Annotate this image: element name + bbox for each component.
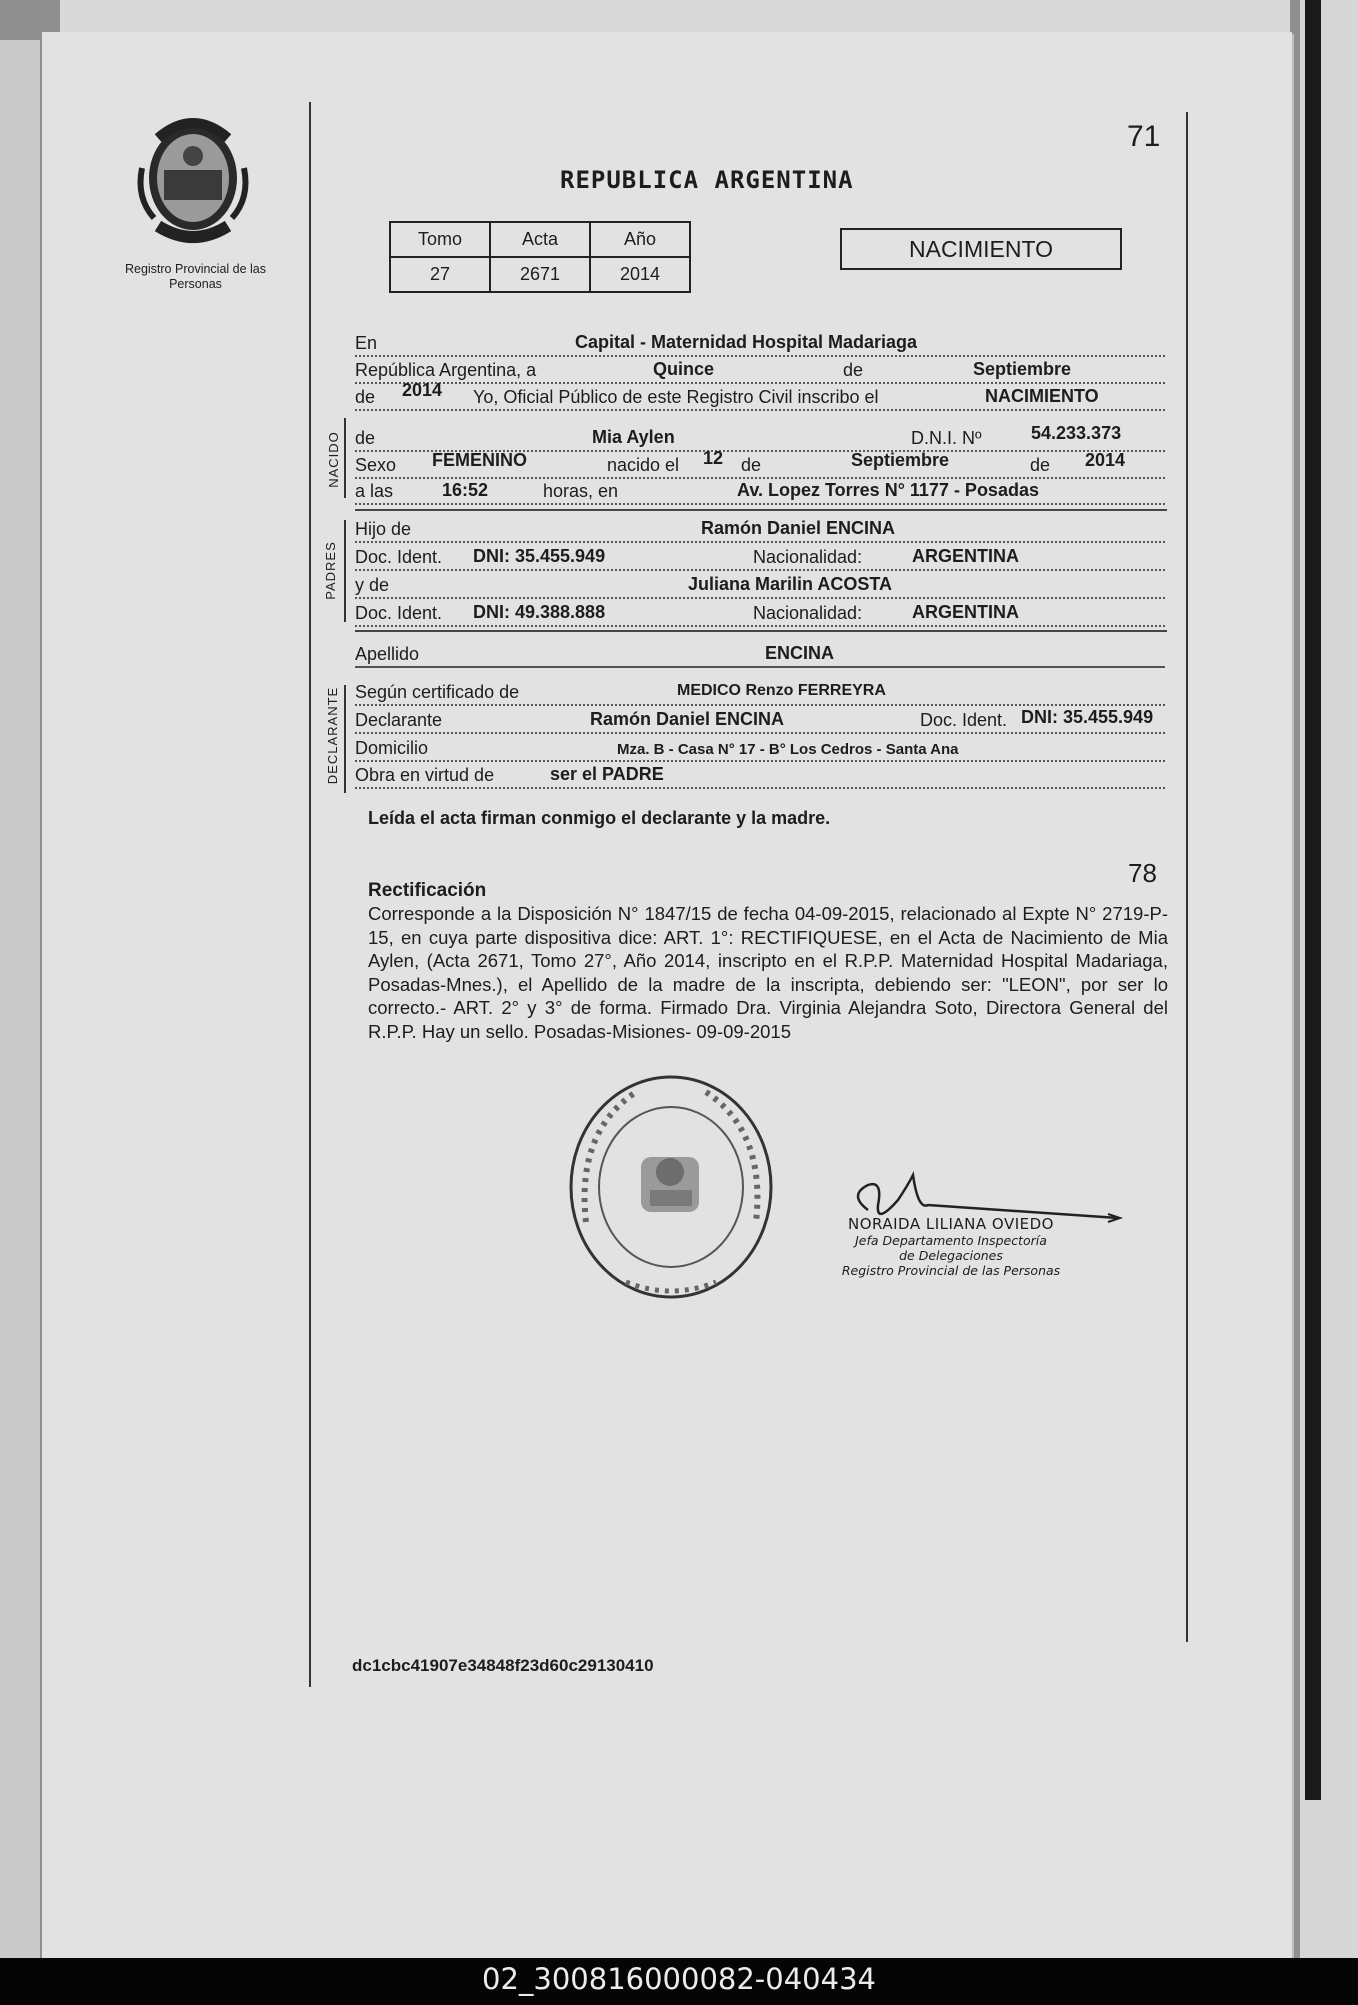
row-sexo [355, 448, 1165, 479]
value-declarante: Ramón Daniel ENCINA [590, 709, 785, 729]
value-day: Quince [653, 359, 715, 379]
label-de: de [843, 360, 864, 380]
label-hijo: Hijo de [355, 519, 412, 539]
record-type-box: NACIMIENTO [840, 228, 1122, 270]
value-birth-month: Septiembre [851, 450, 950, 470]
row-time-place [355, 479, 1165, 505]
label-certificado: Según certificado de [355, 682, 520, 702]
rectification-number: 78 [1128, 858, 1157, 888]
document-hash: dc1cbc41907e34848f23d60c29130410 [352, 1656, 654, 1675]
value-apellido: ENCINA [765, 643, 835, 663]
section-divider-1 [355, 509, 1167, 511]
value-inscribo: NACIMIENTO [985, 386, 1099, 406]
row-obra [355, 763, 1165, 789]
table-value-ano: 2014 [590, 257, 690, 292]
declarante-bracket [344, 685, 346, 793]
page-number: 71 [1127, 120, 1161, 153]
value-father-nat: ARGENTINA [912, 546, 1019, 566]
label-en: En [355, 333, 378, 353]
section-declarante: DECLARANTE [325, 686, 341, 785]
label-sexo: Sexo [355, 455, 397, 475]
value-declarante-doc: DNI: 35.455.949 [1021, 707, 1154, 727]
row-republica [355, 358, 1165, 384]
label-declarante-doc: Doc. Ident. [920, 710, 1008, 730]
row-domicilio [355, 736, 1165, 762]
row-father [355, 517, 1165, 543]
row-declarante [355, 708, 1165, 734]
row-mother [355, 573, 1165, 599]
row-en [355, 331, 1165, 357]
left-margin-line [309, 102, 311, 1687]
value-dni: 54.233.373 [1031, 423, 1122, 443]
registry-table [389, 221, 691, 293]
label-alas: a las [355, 481, 394, 501]
padres-bracket [344, 520, 346, 622]
label-republica: República Argentina, a [355, 360, 537, 380]
value-month: Septiembre [973, 359, 1072, 379]
binder-spine [1305, 0, 1321, 1800]
table-header-tomo: Tomo [390, 222, 490, 257]
label-obra: Obra en virtud de [355, 765, 495, 785]
value-mother: Juliana Marilin ACOSTA [688, 574, 893, 594]
row-apellido [355, 642, 1165, 668]
label-yde: y de [355, 575, 390, 595]
label-de4: de [1030, 455, 1051, 475]
value-name: Mia Aylen [592, 427, 675, 447]
value-mother-nat: ARGENTINA [912, 602, 1019, 622]
row-year [355, 380, 1165, 411]
official-seal-stamp [566, 1072, 776, 1307]
footer-file-id: 02_300816000082-040434 [482, 1962, 876, 1996]
signer-name: NORAIDA LILIANA OVIEDO [848, 1215, 1054, 1233]
value-mother-doc: DNI: 49.388.888 [473, 602, 606, 622]
nacido-bracket [344, 418, 346, 498]
left-page-edge [0, 40, 40, 1960]
label-mother-nat: Nacionalidad: [753, 603, 863, 623]
value-sexo: FEMENINO [432, 450, 528, 470]
table-header-acta: Acta [490, 222, 590, 257]
value-birth-year: 2014 [1085, 450, 1126, 470]
value-year: 2014 [402, 380, 443, 400]
right-margin-line [1186, 112, 1188, 1642]
value-certificado: MEDICO Renzo FERREYRA [677, 682, 886, 699]
signature-block [836, 1215, 1066, 1278]
row-name [355, 423, 1165, 452]
value-father-doc: DNI: 35.455.949 [473, 546, 606, 566]
table-header-ano: Año [590, 222, 690, 257]
rectification-title: Rectificación [368, 880, 487, 901]
section-divider-2 [355, 630, 1167, 632]
value-father: Ramón Daniel ENCINA [701, 518, 896, 538]
registry-caption: Registro Provincial de las Personas [124, 262, 267, 291]
signer-title-2: de Delegaciones [899, 1248, 1003, 1263]
misiones-coat-of-arms-logo [128, 108, 258, 258]
section-padres: PADRES [322, 541, 338, 600]
label-dni: D.N.I. Nº [911, 428, 982, 448]
label-mother-doc: Doc. Ident. [355, 603, 443, 623]
label-apellido: Apellido [355, 644, 420, 664]
section-nacido: NACIDO [325, 431, 341, 488]
value-birth-day: 12 [703, 448, 724, 468]
row-father-doc [355, 545, 1165, 571]
signer-title-1: Jefa Departamento Inspectoría [855, 1233, 1047, 1248]
label-father-doc: Doc. Ident. [355, 547, 443, 567]
label-de3: de [741, 455, 762, 475]
value-obra: ser el PADRE [550, 764, 664, 784]
closing-note: Leída el acta firman conmigo el declarante y la madre. [368, 808, 831, 828]
signer-title-3: Registro Provincial de las Personas [841, 1263, 1061, 1278]
row-mother-doc [355, 601, 1165, 627]
document-title: REPUBLICA ARGENTINA [560, 166, 854, 194]
label-declarante: Declarante [355, 710, 443, 730]
row-certificado [355, 680, 1165, 706]
table-value-acta: 2671 [490, 257, 590, 292]
value-domicilio: Mza. B - Casa N° 17 - B° Los Cedros - Santa Ana [617, 741, 959, 758]
table-value-tomo: 27 [390, 257, 490, 292]
value-place: Av. Lopez Torres N° 1177 - Posadas [737, 480, 1039, 500]
label-name: de [355, 428, 376, 448]
label-domicilio: Domicilio [355, 738, 429, 758]
label-nacido: nacido el [607, 455, 680, 475]
label-inscribo: Yo, Oficial Público de este Registro Civil inscribo el [473, 387, 879, 407]
label-horas: horas, en [543, 481, 619, 501]
rectification-body: Corresponde a la Disposición N° 1847/15 de fecha 04-09-2015, relacionado al Expte N° 2719-P-15, en cuya parte dispositiva dice: ART. 1°: RECTIFIQUESE, en el Acta de Nacimiento de Mia Aylen, (Acta 2671, Tomo 27°, Año 2014, inscripto en el R.P.P. Maternidad Hospital Madariaga, Posadas-Mnes.), el Apellido de la madre de la inscripta, debiendo ser: "LEON", por ser lo correcto.- ART. 2° y 3° de forma. Firmado Dra. Virginia Alejandra Soto, Directora General del R.P.P. Hay un sello. Posadas-Misiones- 09-09-2015 [368, 903, 1168, 1042]
value-time: 16:52 [442, 480, 489, 500]
value-en: Capital - Maternidad Hospital Madariaga [575, 332, 918, 352]
label-father-nat: Nacionalidad: [753, 547, 863, 567]
label-de2: de [355, 387, 376, 407]
